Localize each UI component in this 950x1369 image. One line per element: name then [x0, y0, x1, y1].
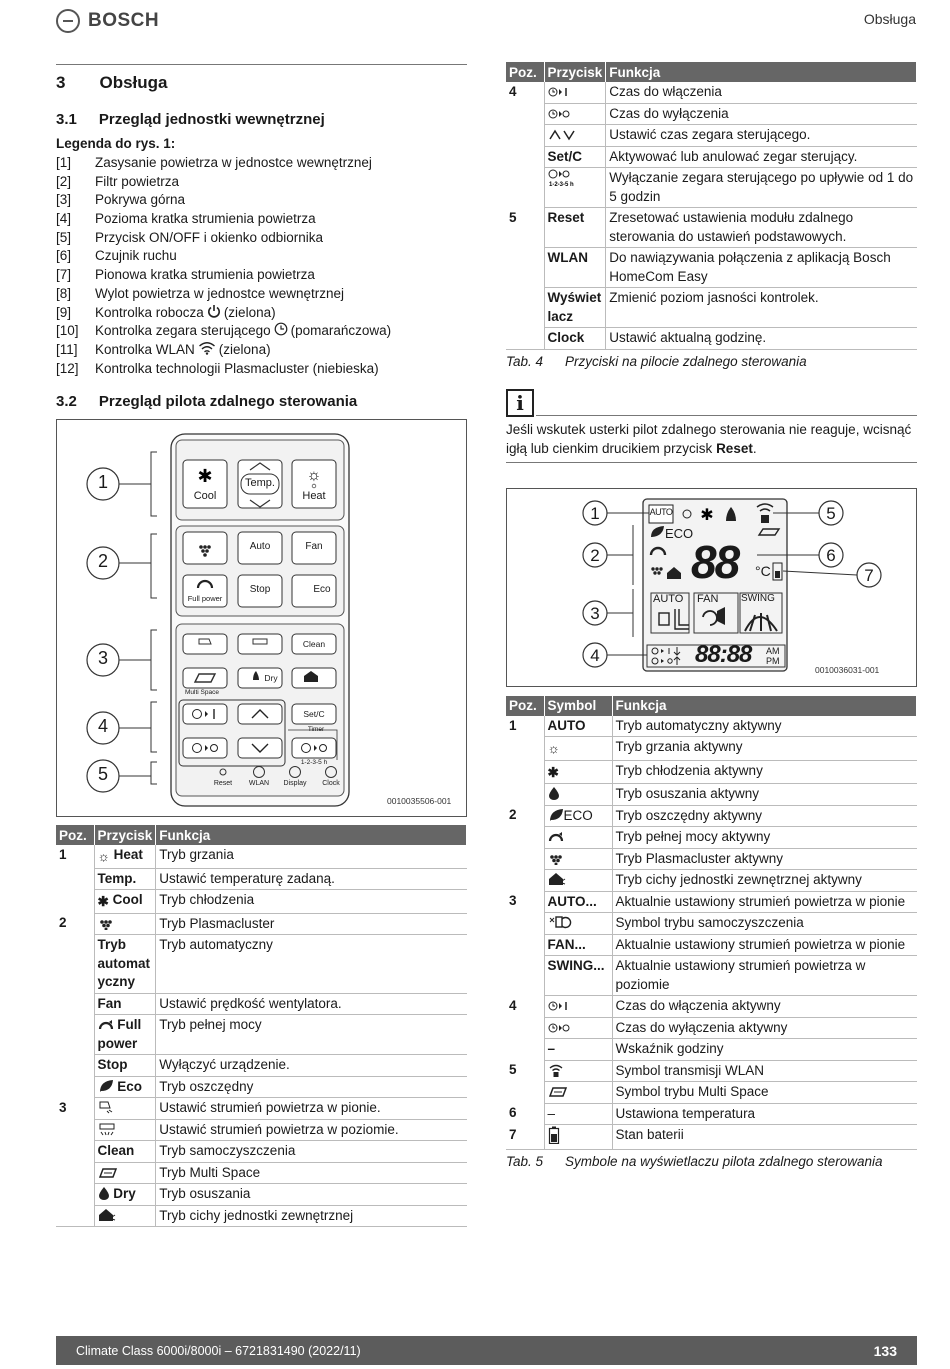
- table-row: Fan Ustawić prędkość wentylatora.: [56, 993, 467, 1015]
- list-item: [6] Czujnik ruchu: [56, 248, 177, 264]
- heat-icon: ☼: [97, 849, 110, 865]
- table-row: 3 AUTO... Aktualnie ustawiony strumień powietrza w pionie: [506, 891, 917, 913]
- table-row: Full power Tryb pełnej mocy: [56, 1015, 467, 1055]
- full-power-icon: [98, 1019, 114, 1031]
- remote-eco-label: Eco: [313, 584, 331, 596]
- remote-control-figure: [56, 419, 467, 817]
- table-row: Symbol trybu samoczyszczenia: [506, 913, 917, 935]
- svg-text:☼: ☼: [306, 467, 322, 485]
- remote-stop-label: Stop: [249, 584, 271, 596]
- callout-2: 2: [97, 551, 108, 572]
- table-header-row: Poz. Symbol Funkcja: [506, 696, 917, 716]
- callout-1: 1: [97, 472, 108, 493]
- table-row: 1 ☼ Heat Tryb grzania: [56, 845, 467, 868]
- table-row: Tryb osuszania aktywny: [506, 784, 917, 806]
- table-row: Ustawić czas zegara sterującego.: [506, 125, 917, 147]
- timer-on-icon: [548, 86, 570, 98]
- dry-icon: [548, 786, 560, 800]
- remote-cool-label: Cool: [193, 490, 217, 503]
- table-row: Temp. Ustawić temperaturę zadaną.: [56, 868, 467, 890]
- remote-buttons-table-b: [506, 62, 917, 350]
- list-item: [3] Pokrywa górna: [56, 192, 186, 208]
- table-row: – Wskaźnik godziny: [506, 1039, 917, 1061]
- silent-outdoor-icon: [548, 872, 566, 886]
- multi-space-icon: [548, 1086, 568, 1098]
- self-clean-icon: [548, 915, 572, 929]
- footer-document-id: Climate Class 6000i/8000i – 6721831490 (2022/11): [76, 1343, 361, 1358]
- remote-reset-label: Reset: [213, 780, 233, 788]
- section-3-2-heading: [56, 393, 467, 410]
- info-icon: i: [506, 389, 534, 417]
- list-item: [1] Zasysanie powietrza w jednostce wewnętrznej: [56, 155, 372, 170]
- display-callout-7: 7: [864, 565, 874, 585]
- svg-text:✱: ✱: [700, 506, 714, 524]
- clock-icon: [274, 322, 288, 336]
- brand-name: BOSCH: [88, 10, 160, 31]
- cool-icon: ✱: [97, 894, 109, 910]
- table-row: 6 – Ustawiona temperatura: [506, 1103, 917, 1125]
- callout-5: 5: [97, 764, 108, 785]
- callout-3: 3: [97, 648, 108, 669]
- display-am: AM: [766, 645, 780, 656]
- plasmacluster-icon: [98, 916, 114, 930]
- remote-clock-label: Clock: [322, 780, 340, 788]
- left-column: [56, 64, 467, 1227]
- heat-icon: ☼: [547, 741, 560, 756]
- table-row: Clean Tryb samoczyszczenia: [56, 1141, 467, 1163]
- table-row: Tryb cichy jednostki zewnętrznej: [56, 1205, 467, 1227]
- list-item: [11] Kontrolka WLAN (zielona): [56, 341, 271, 357]
- display-auto-swing-label: AUTO: [653, 592, 684, 605]
- list-item: [10] Kontrolka zegara sterującego (pomarańczowa): [56, 323, 392, 339]
- table-row: Set/C Aktywować lub anulować zegar sterujący.: [506, 146, 917, 168]
- info-note: [506, 389, 917, 463]
- display-fan-label: FAN: [697, 592, 719, 605]
- table-row: 5 Reset Zresetować ustawienia modułu zdalnego sterowania do ustawień podstawowych.: [506, 208, 917, 248]
- chapter-rule: [56, 64, 467, 65]
- svg-text:1-2-3-5 h: 1-2-3-5 h: [548, 182, 574, 188]
- display-callout-4: 4: [590, 645, 600, 665]
- table-row: Stop Wyłączyć urządzenie.: [56, 1055, 467, 1077]
- brand-logo: [56, 8, 159, 34]
- section-number: 3.2: [56, 393, 77, 411]
- table-row: Dry Tryb osuszania: [56, 1184, 467, 1206]
- display-unit: °C: [755, 562, 771, 579]
- silent-outdoor-icon: [98, 1208, 116, 1222]
- remote-fan-label: Fan: [305, 541, 323, 553]
- table-row: FAN... Aktualnie ustawiony strumień powietrza w pionie: [506, 934, 917, 956]
- horizontal-airflow-icon: [98, 1122, 116, 1136]
- power-icon: [207, 304, 221, 318]
- battery-icon: [548, 1126, 560, 1144]
- legend-title: Legenda do rys. 1:: [56, 136, 176, 151]
- section-3-1-heading: [56, 111, 467, 128]
- table-row: 3 Ustawić strumień powietrza w pionie.: [56, 1098, 467, 1120]
- list-item: [5] Przycisk ON/OFF i okienko odbiornika: [56, 229, 324, 245]
- table-row: SWING... Aktualnie ustawiony strumień powietrza w poziomie: [506, 956, 917, 996]
- table-row: WLAN Do nawiązywania połączenia z aplikacją Bosch HomeCom Easy: [506, 248, 917, 288]
- display-eco-label: ECO: [665, 525, 694, 541]
- table-row: Tryb cichy jednostki zewnętrznej aktywny: [506, 870, 917, 892]
- list-item: [12] Kontrolka technologii Plasmacluster (niebieska): [56, 360, 379, 376]
- table-row: ✱ Tryb chłodzenia aktywny: [506, 760, 917, 784]
- list-item: [7] Pionowa kratka strumienia powietrza: [56, 267, 315, 283]
- timer-hours-icon: [548, 169, 574, 189]
- display-auto-label: AUTO: [649, 506, 673, 517]
- table-row: 5 Symbol transmisji WLAN: [506, 1060, 917, 1082]
- list-item: [4] Pozioma kratka strumienia powietrza: [56, 211, 316, 227]
- list-item: [8] Wylot powietrza w jednostce wewnętrznej: [56, 285, 344, 301]
- chapter-heading: [56, 73, 467, 93]
- dry-icon: [98, 1186, 110, 1200]
- page-footer: [56, 1336, 917, 1365]
- plasmacluster-icon: [548, 851, 564, 865]
- remote-wlan-label: WLAN: [248, 780, 270, 788]
- remote-full-power-label: Full power: [187, 594, 223, 604]
- remote-auto-label: Auto: [249, 541, 271, 553]
- legend-list: [56, 154, 467, 378]
- vertical-airflow-icon: [98, 1100, 114, 1114]
- remote-hours-label: 1-2-3-5 h: [300, 759, 328, 767]
- remote-buttons-table-a: [56, 825, 467, 1227]
- table-row: ☼ Tryb grzania aktywny: [506, 737, 917, 761]
- page-number: 133: [873, 1342, 897, 1359]
- timer-on-icon: [548, 1000, 570, 1012]
- callout-4: 4: [97, 716, 108, 737]
- section-number: 3.1: [56, 111, 77, 128]
- timer-off-icon: [548, 1022, 570, 1034]
- table-row: Eco Tryb oszczędny: [56, 1076, 467, 1098]
- table-row: 4 Czas do włączenia: [506, 82, 917, 103]
- display-callout-3: 3: [590, 603, 600, 623]
- table-row: Clock Ustawić aktualną godzinę.: [506, 328, 917, 350]
- remote-timer-label: Timer: [307, 726, 325, 734]
- chapter-title: Obsługa: [99, 73, 168, 92]
- table-row: Czas do wyłączenia: [506, 103, 917, 125]
- display-symbols-table: [506, 696, 917, 1150]
- remote-display-label: Display: [283, 780, 307, 788]
- chapter-number: 3: [56, 73, 66, 92]
- table-row: 1 AUTO Tryb automatyczny aktywny: [506, 716, 917, 737]
- table-header-row: Poz. Przycisk Funkcja: [506, 62, 917, 82]
- bosch-logo-icon: [56, 9, 80, 33]
- remote-heat-label: Heat: [302, 490, 326, 503]
- table-row: 1-2-3-5 h Wyłączanie zegara sterującego po upływie od 1 do 5 godzin: [506, 168, 917, 208]
- wlan-transmission-icon: [548, 1063, 564, 1077]
- remote-clean-label: Clean: [302, 639, 326, 650]
- table-row: 2 ECO Tryb oszczędny aktywny: [506, 805, 917, 827]
- list-item: [9] Kontrolka robocza (zielona): [56, 304, 276, 320]
- table-row: 2 Tryb Plasmacluster: [56, 913, 467, 935]
- table-5-caption: Tab. 5 Symbole na wyświetlaczu pilota zdalnego sterowania: [506, 1153, 883, 1169]
- table-row: 4 Czas do włączenia aktywny: [506, 996, 917, 1018]
- table-row: Tryb Plasmacluster aktywny: [506, 848, 917, 870]
- display-callout-5: 5: [826, 503, 836, 523]
- table-4-caption: Tab. 4 Przyciski na pilocie zdalnego sterowania: [506, 353, 807, 369]
- table-row: Tryb pełnej mocy aktywny: [506, 827, 917, 849]
- table-row: Ustawić strumień powietrza w poziomie.: [56, 1119, 467, 1141]
- display-callout-2: 2: [590, 545, 600, 565]
- figure-code: 0010035506-001: [387, 796, 452, 807]
- table-row: 7 Stan baterii: [506, 1125, 917, 1150]
- header-section-title: Obsługa: [863, 11, 916, 27]
- table-header-row: Poz. Przycisk Funkcja: [56, 825, 467, 845]
- table-row: Tryb Multi Space: [56, 1162, 467, 1184]
- wlan-icon: [198, 341, 216, 355]
- table-row: Symbol trybu Multi Space: [506, 1082, 917, 1104]
- section-title: Przegląd jednostki wewnętrznej: [98, 111, 325, 128]
- right-column: [506, 62, 917, 1169]
- section-title: Przegląd pilota zdalnego sterowania: [98, 393, 358, 411]
- full-power-icon: [548, 831, 564, 843]
- figure-code: 0010036031-001: [815, 664, 880, 675]
- display-clock: 88:88: [695, 640, 752, 668]
- display-callout-1: 1: [590, 503, 600, 523]
- table-row: ✱ Cool Tryb chłodzenia: [56, 890, 467, 914]
- remote-multi-space-label: Multi Space: [185, 689, 219, 697]
- eco-leaf-icon: [548, 808, 564, 822]
- display-swing-label: SWING: [741, 592, 775, 604]
- table-row: Czas do wyłączenia aktywny: [506, 1017, 917, 1039]
- list-item: [2] Filtr powietrza: [56, 173, 180, 189]
- remote-setc-label: Set/C: [303, 709, 325, 720]
- remote-temp-label: Temp.: [245, 477, 275, 490]
- display-temperature: 88: [691, 535, 739, 588]
- remote-display-figure: [506, 488, 917, 687]
- svg-text:✱: ✱: [197, 466, 213, 487]
- display-callout-6: 6: [826, 545, 836, 565]
- cool-icon: ✱: [547, 764, 559, 780]
- table-row: Wyświet lacz Zmienić poziom jasności kontrolek.: [506, 288, 917, 328]
- timer-off-icon: [548, 108, 570, 120]
- remote-dry-label: Dry: [264, 673, 278, 684]
- table-row: Tryb automat yczny Tryb automatyczny: [56, 935, 467, 994]
- multi-space-icon: [98, 1167, 118, 1179]
- eco-leaf-icon: [98, 1079, 114, 1093]
- display-pm: PM: [766, 655, 780, 666]
- info-text: Jeśli wskutek usterki pilot zdalnego sterowania nie reaguje, wcisnąć igłą lub cienkim drucikiem przycisk Reset.: [506, 416, 917, 463]
- up-down-arrows-icon: [548, 129, 578, 141]
